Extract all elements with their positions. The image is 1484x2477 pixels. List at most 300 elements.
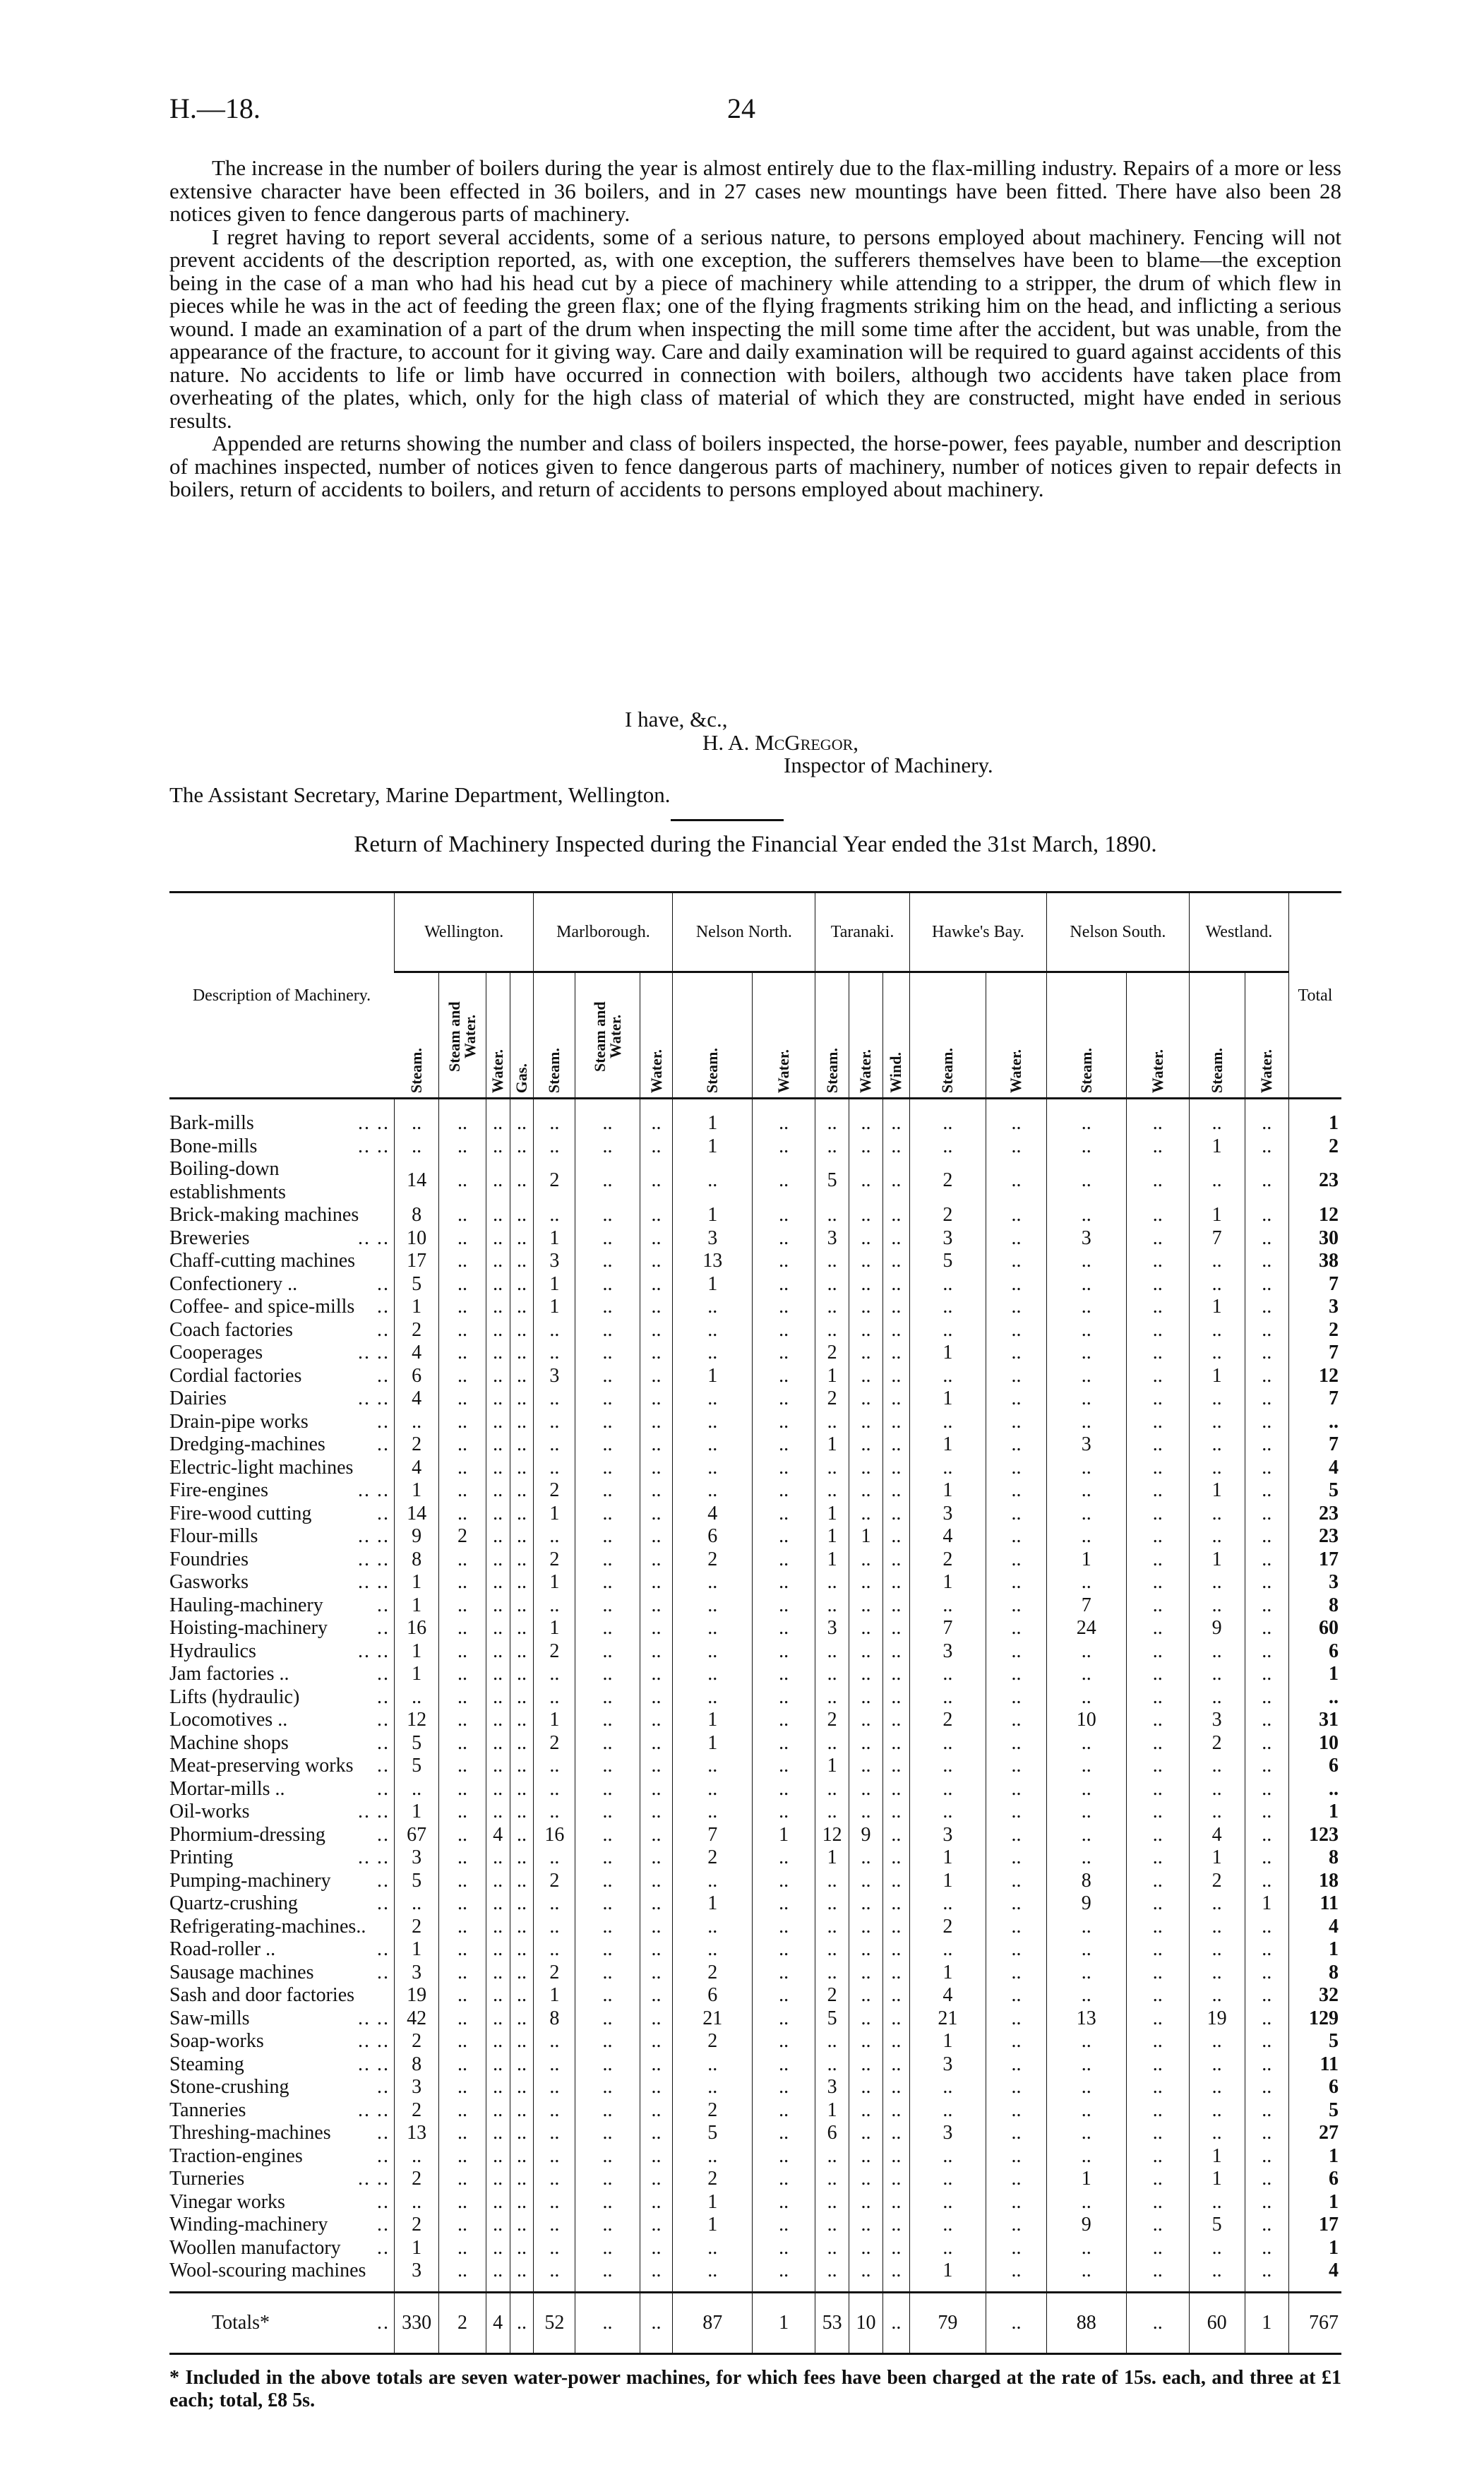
count-cell: .. (640, 2260, 673, 2292)
count-cell: .. (486, 1571, 510, 1594)
row-total: 8 (1289, 1846, 1342, 1870)
leader-dots: .. (377, 1938, 390, 1960)
count-cell: .. (882, 1938, 909, 1962)
count-cell: .. (510, 1870, 534, 1893)
table-row (169, 2099, 1341, 2123)
table-row (169, 2168, 1341, 2191)
count-cell: 9 (1046, 2214, 1126, 2237)
count-cell: .. (510, 1525, 534, 1548)
power-type-label: Steam. (822, 1047, 841, 1093)
count-cell: .. (1126, 1846, 1189, 1870)
count-cell: 1 (815, 1846, 849, 1870)
count-cell: 9 (395, 1525, 439, 1548)
count-cell: .. (986, 2076, 1047, 2099)
count-cell: 5 (395, 1732, 439, 1755)
machinery-description (169, 1273, 395, 1296)
count-cell: .. (439, 1778, 486, 1801)
count-cell: .. (986, 1755, 1047, 1778)
count-cell: .. (752, 2214, 815, 2237)
machinery-description (169, 2168, 395, 2191)
count-cell: .. (752, 2145, 815, 2168)
count-cell: .. (510, 1503, 534, 1526)
machinery-label: Phormium-dressing (169, 1823, 325, 1846)
row-total: .. (1289, 1778, 1342, 1801)
machinery-label: Hoisting-machinery (169, 1617, 328, 1639)
row-total: 1 (1289, 2145, 1342, 2168)
table-row (169, 2237, 1341, 2260)
machinery-label: Refrigerating-machines.. (169, 1915, 366, 1938)
count-cell: .. (1126, 1365, 1189, 1388)
count-cell: .. (752, 1755, 815, 1778)
count-cell: .. (575, 2191, 640, 2214)
count-cell: .. (1126, 1663, 1189, 1686)
count-cell: .. (909, 1778, 986, 1801)
count-cell: .. (1189, 1640, 1245, 1664)
count-cell: .. (986, 1135, 1047, 1159)
count-cell: .. (1189, 2122, 1245, 2145)
machinery-description (169, 1846, 395, 1870)
count-cell: .. (1046, 1296, 1126, 1319)
count-cell: .. (882, 1099, 909, 1135)
count-cell: .. (486, 1962, 510, 1985)
count-cell: .. (534, 1204, 575, 1227)
count-cell: .. (534, 1135, 575, 1159)
count-cell: .. (486, 1755, 510, 1778)
count-cell: .. (534, 1594, 575, 1618)
machinery-description (169, 2260, 395, 2292)
count-cell: .. (1046, 1204, 1126, 1227)
count-cell: .. (673, 1663, 753, 1686)
count-cell: .. (909, 1686, 986, 1709)
count-cell: .. (510, 1778, 534, 1801)
count-cell: .. (986, 1479, 1047, 1503)
count-cell: 2 (534, 1640, 575, 1664)
count-cell: .. (752, 1962, 815, 1985)
count-cell: 12 (815, 1824, 849, 1847)
count-cell: .. (673, 1801, 753, 1824)
count-cell: .. (849, 1387, 883, 1411)
count-cell: .. (486, 1686, 510, 1709)
count-cell: 1 (1189, 1846, 1245, 1870)
count-cell: .. (1126, 2145, 1189, 2168)
count-cell: .. (1126, 1640, 1189, 1664)
count-cell: 1 (673, 2214, 753, 2237)
power-type-label: Wind. (887, 1052, 905, 1093)
column-total: .. (640, 2292, 673, 2353)
machinery-label: Lifts (hydraulic) (169, 1685, 300, 1708)
count-cell: .. (575, 1870, 640, 1893)
count-cell: .. (486, 1342, 510, 1365)
count-cell: .. (752, 1801, 815, 1824)
count-cell: .. (815, 1962, 849, 1985)
count-cell: .. (1046, 1984, 1126, 2007)
count-cell: 4 (909, 1984, 986, 2007)
count-cell: .. (486, 1319, 510, 1342)
count-cell: .. (1189, 1892, 1245, 1916)
machinery-label: Wool-scouring machines (169, 2260, 366, 2281)
count-cell: .. (849, 1709, 883, 1732)
machinery-label: Mortar-mills .. (169, 1777, 285, 1800)
count-cell: .. (486, 2260, 510, 2292)
power-type-label: Gas. (513, 1063, 530, 1093)
count-cell: .. (909, 2168, 986, 2191)
count-cell: .. (575, 1479, 640, 1503)
count-cell: .. (510, 1479, 534, 1503)
count-cell: .. (1245, 1801, 1289, 1824)
count-cell: .. (849, 1503, 883, 1526)
count-cell: .. (1189, 1342, 1245, 1365)
count-cell: .. (510, 1387, 534, 1411)
count-cell: .. (673, 1319, 753, 1342)
count-cell: .. (640, 1916, 673, 1939)
count-cell: .. (486, 1846, 510, 1870)
count-cell: .. (673, 1158, 753, 1204)
count-cell: .. (1126, 1411, 1189, 1434)
table-row (169, 1617, 1341, 1640)
row-total: 123 (1289, 1824, 1342, 1847)
count-cell: .. (849, 1548, 883, 1572)
table-row (169, 1732, 1341, 1755)
machinery-description (169, 1204, 395, 1227)
count-cell: 3 (395, 1846, 439, 1870)
count-cell: .. (1126, 2007, 1189, 2031)
count-cell: 5 (1189, 2214, 1245, 2237)
leader-dots: .. (377, 1617, 390, 1639)
count-cell: .. (986, 1204, 1047, 1227)
leader-dots: .. (377, 1731, 390, 1754)
table-row (169, 2076, 1341, 2099)
count-cell: 6 (815, 2122, 849, 2145)
count-cell: .. (640, 2007, 673, 2031)
row-total: 8 (1289, 1594, 1342, 1618)
count-cell: .. (909, 1732, 986, 1755)
count-cell: .. (673, 2237, 753, 2260)
count-cell: .. (510, 2099, 534, 2123)
count-cell: .. (575, 1503, 640, 1526)
count-cell: .. (640, 1962, 673, 1985)
count-cell: .. (909, 2237, 986, 2260)
column-total: 79 (909, 2292, 986, 2353)
count-cell: 1 (815, 1755, 849, 1778)
count-cell: .. (1189, 1755, 1245, 1778)
leader-dots: .. (377, 1755, 390, 1777)
table-row (169, 1640, 1341, 1664)
machinery-description (169, 1457, 395, 1480)
power-type-label: Water. (1257, 1049, 1276, 1093)
count-cell: .. (815, 1319, 849, 1342)
count-cell: .. (510, 2168, 534, 2191)
count-cell: .. (1189, 2030, 1245, 2053)
letter-body (169, 157, 1341, 501)
count-cell: .. (575, 1686, 640, 1709)
leader-dots: .. (377, 2236, 390, 2259)
row-total: 7 (1289, 1273, 1342, 1296)
row-total: 23 (1289, 1158, 1342, 1204)
count-cell: .. (882, 1870, 909, 1893)
power-type-label: Water. (1007, 1049, 1025, 1093)
count-cell: 2 (534, 1548, 575, 1572)
power-type-header (1245, 972, 1289, 1099)
count-cell: .. (640, 1296, 673, 1319)
count-cell: .. (909, 1365, 986, 1388)
power-type-header (486, 972, 510, 1099)
count-cell: .. (752, 1916, 815, 1939)
document-reference: H.—18. (169, 92, 261, 124)
table-row (169, 1801, 1341, 1824)
count-cell: .. (1126, 1296, 1189, 1319)
count-cell: .. (575, 1640, 640, 1664)
count-cell: 1 (815, 1525, 849, 1548)
count-cell: 1 (673, 1732, 753, 1755)
row-total: 6 (1289, 1640, 1342, 1664)
count-cell: 21 (673, 2007, 753, 2031)
count-cell: .. (439, 1938, 486, 1962)
count-cell: .. (575, 1938, 640, 1962)
count-cell: .. (439, 1342, 486, 1365)
count-cell: .. (1126, 1801, 1189, 1824)
count-cell: .. (849, 2007, 883, 2031)
count-cell: .. (486, 1709, 510, 1732)
count-cell: .. (752, 2168, 815, 2191)
count-cell: .. (815, 1273, 849, 1296)
count-cell: .. (534, 1663, 575, 1686)
count-cell: .. (575, 1099, 640, 1135)
count-cell: .. (1189, 2237, 1245, 2260)
count-cell: .. (1126, 1204, 1189, 1227)
count-cell: .. (673, 2260, 753, 2292)
count-cell: .. (510, 1099, 534, 1135)
leader-dots: .. (377, 2214, 390, 2236)
row-total: .. (1289, 1686, 1342, 1709)
count-cell: .. (1126, 1457, 1189, 1480)
count-cell: .. (640, 1732, 673, 1755)
count-cell: .. (486, 1158, 510, 1204)
table-row (169, 1411, 1341, 1434)
count-cell: .. (640, 1319, 673, 1342)
power-type-header (1126, 972, 1189, 1099)
count-cell: .. (1126, 2122, 1189, 2145)
count-cell: .. (909, 1938, 986, 1962)
count-cell: .. (673, 1686, 753, 1709)
table-row (169, 1938, 1341, 1962)
count-cell: 3 (909, 2122, 986, 2145)
count-cell: .. (486, 1273, 510, 1296)
table-row (169, 1227, 1341, 1251)
count-cell: .. (673, 1457, 753, 1480)
count-cell: .. (1245, 2007, 1289, 2031)
region-header: Nelson South. (1046, 893, 1189, 972)
power-type-header (395, 972, 439, 1099)
count-cell: .. (1126, 2076, 1189, 2099)
count-cell: 2 (395, 2168, 439, 2191)
count-cell: .. (1126, 1571, 1189, 1594)
count-cell: 8 (1046, 1870, 1126, 1893)
power-type-label: Steam. (1077, 1047, 1095, 1093)
count-cell: .. (849, 2145, 883, 2168)
count-cell: .. (752, 2007, 815, 2031)
count-cell: .. (1126, 1686, 1189, 1709)
count-cell: .. (849, 2076, 883, 2099)
count-cell: .. (673, 1640, 753, 1664)
count-cell: .. (640, 2191, 673, 2214)
leader-dots: .. .. (358, 1226, 390, 1249)
row-total: .. (1289, 1411, 1342, 1434)
column-total: .. (986, 2292, 1047, 2353)
count-cell: .. (575, 1296, 640, 1319)
power-type-header (986, 972, 1047, 1099)
count-cell: .. (882, 1227, 909, 1251)
count-cell: 2 (815, 1984, 849, 2007)
count-cell: .. (575, 2145, 640, 2168)
count-cell: .. (752, 1709, 815, 1732)
leader-dots: .. (377, 2190, 390, 2213)
count-cell: .. (640, 1135, 673, 1159)
count-cell: .. (882, 1640, 909, 1664)
count-cell: 1 (673, 2191, 753, 2214)
count-cell: .. (510, 1342, 534, 1365)
count-cell: .. (439, 2122, 486, 2145)
leader-dots: .. (377, 1318, 390, 1341)
count-cell: .. (486, 1984, 510, 2007)
count-cell: .. (439, 1801, 486, 1824)
count-cell: .. (640, 1433, 673, 1457)
count-cell: .. (640, 2099, 673, 2123)
row-total: 3 (1289, 1296, 1342, 1319)
count-cell: .. (640, 1984, 673, 2007)
leader-dots: .. (377, 1433, 390, 1455)
count-cell: 16 (534, 1824, 575, 1847)
table-row (169, 1984, 1341, 2007)
column-total: 60 (1189, 2292, 1245, 2353)
column-total: 52 (534, 2292, 575, 2353)
count-cell: .. (439, 2168, 486, 2191)
count-cell: .. (439, 2076, 486, 2099)
count-cell: 1 (1189, 2168, 1245, 2191)
count-cell: .. (575, 2168, 640, 2191)
count-cell: .. (909, 2145, 986, 2168)
count-cell: .. (986, 1938, 1047, 1962)
count-cell: 2 (909, 1916, 986, 1939)
count-cell: 24 (1046, 1617, 1126, 1640)
count-cell: .. (882, 1824, 909, 1847)
count-cell: .. (815, 1778, 849, 1801)
count-cell: .. (395, 1686, 439, 1709)
count-cell: .. (575, 2099, 640, 2123)
count-cell: .. (575, 2214, 640, 2237)
count-cell: 4 (909, 1525, 986, 1548)
count-cell: 3 (815, 2076, 849, 2099)
count-cell: .. (882, 1801, 909, 1824)
count-cell: .. (1189, 1250, 1245, 1273)
table-row (169, 2214, 1341, 2237)
machinery-description (169, 1099, 395, 1135)
count-cell: .. (849, 1250, 883, 1273)
count-cell: .. (882, 2237, 909, 2260)
count-cell: .. (575, 1916, 640, 1939)
count-cell: .. (640, 2076, 673, 2099)
machinery-label: Jam factories .. (169, 1663, 289, 1685)
totals-row (169, 2292, 1341, 2353)
count-cell: .. (439, 2237, 486, 2260)
count-cell: .. (849, 1571, 883, 1594)
row-total: 7 (1289, 1387, 1342, 1411)
count-cell: .. (510, 1296, 534, 1319)
count-cell: .. (849, 1158, 883, 1204)
count-cell: .. (909, 1663, 986, 1686)
count-cell: .. (673, 1755, 753, 1778)
count-cell: .. (1245, 1640, 1289, 1664)
machinery-label: Pumping-machinery (169, 1869, 331, 1892)
count-cell: .. (849, 2099, 883, 2123)
count-cell: .. (640, 1846, 673, 1870)
table-row (169, 1365, 1341, 1388)
count-cell: 2 (673, 2168, 753, 2191)
count-cell: .. (510, 1319, 534, 1342)
count-cell: .. (1046, 2099, 1126, 2123)
count-cell: .. (640, 1892, 673, 1916)
machinery-label: Coach factories (169, 1318, 293, 1341)
count-cell: .. (575, 2053, 640, 2077)
count-cell: .. (534, 2145, 575, 2168)
count-cell: .. (986, 2099, 1047, 2123)
count-cell: .. (909, 1319, 986, 1342)
count-cell: .. (486, 2191, 510, 2214)
count-cell: .. (1126, 1342, 1189, 1365)
count-cell: 2 (534, 1870, 575, 1893)
count-cell: .. (752, 2191, 815, 2214)
count-cell: 1 (1046, 2168, 1126, 2191)
count-cell: .. (849, 2053, 883, 2077)
count-cell: .. (1046, 1411, 1126, 1434)
count-cell: .. (486, 2053, 510, 2077)
count-cell: 2 (534, 1962, 575, 1985)
count-cell: .. (1046, 1365, 1126, 1388)
count-cell: .. (510, 1984, 534, 2007)
count-cell: .. (1189, 1594, 1245, 1618)
count-cell: 3 (815, 1227, 849, 1251)
count-cell: .. (439, 1663, 486, 1686)
leader-dots: .. (377, 2144, 390, 2167)
leader-dots: .. (377, 1685, 390, 1708)
count-cell: 21 (909, 2007, 986, 2031)
count-cell: 3 (534, 1365, 575, 1388)
grand-total: 767 (1289, 2292, 1342, 2353)
power-type-label: Steam and Water. (445, 1001, 479, 1072)
leader-dots: .. .. (358, 1801, 390, 1822)
machinery-description (169, 1227, 395, 1251)
count-cell: .. (486, 1099, 510, 1135)
count-cell: .. (673, 1938, 753, 1962)
count-cell: 8 (395, 1548, 439, 1572)
count-cell: .. (849, 1433, 883, 1457)
count-cell: 9 (1046, 1892, 1126, 1916)
count-cell: .. (575, 1135, 640, 1159)
count-cell: 2 (395, 1433, 439, 1457)
count-cell: .. (1046, 1250, 1126, 1273)
count-cell: .. (752, 1525, 815, 1548)
count-cell: .. (1126, 1732, 1189, 1755)
count-cell: .. (575, 1732, 640, 1755)
row-total: 2 (1289, 1135, 1342, 1159)
power-type-header (909, 972, 986, 1099)
count-cell: .. (1245, 1135, 1289, 1159)
count-cell: .. (1046, 1640, 1126, 1664)
count-cell: .. (395, 1892, 439, 1916)
count-cell: 1 (534, 1227, 575, 1251)
count-cell: .. (1245, 1778, 1289, 1801)
row-total: 17 (1289, 2214, 1342, 2237)
count-cell: .. (510, 1640, 534, 1664)
